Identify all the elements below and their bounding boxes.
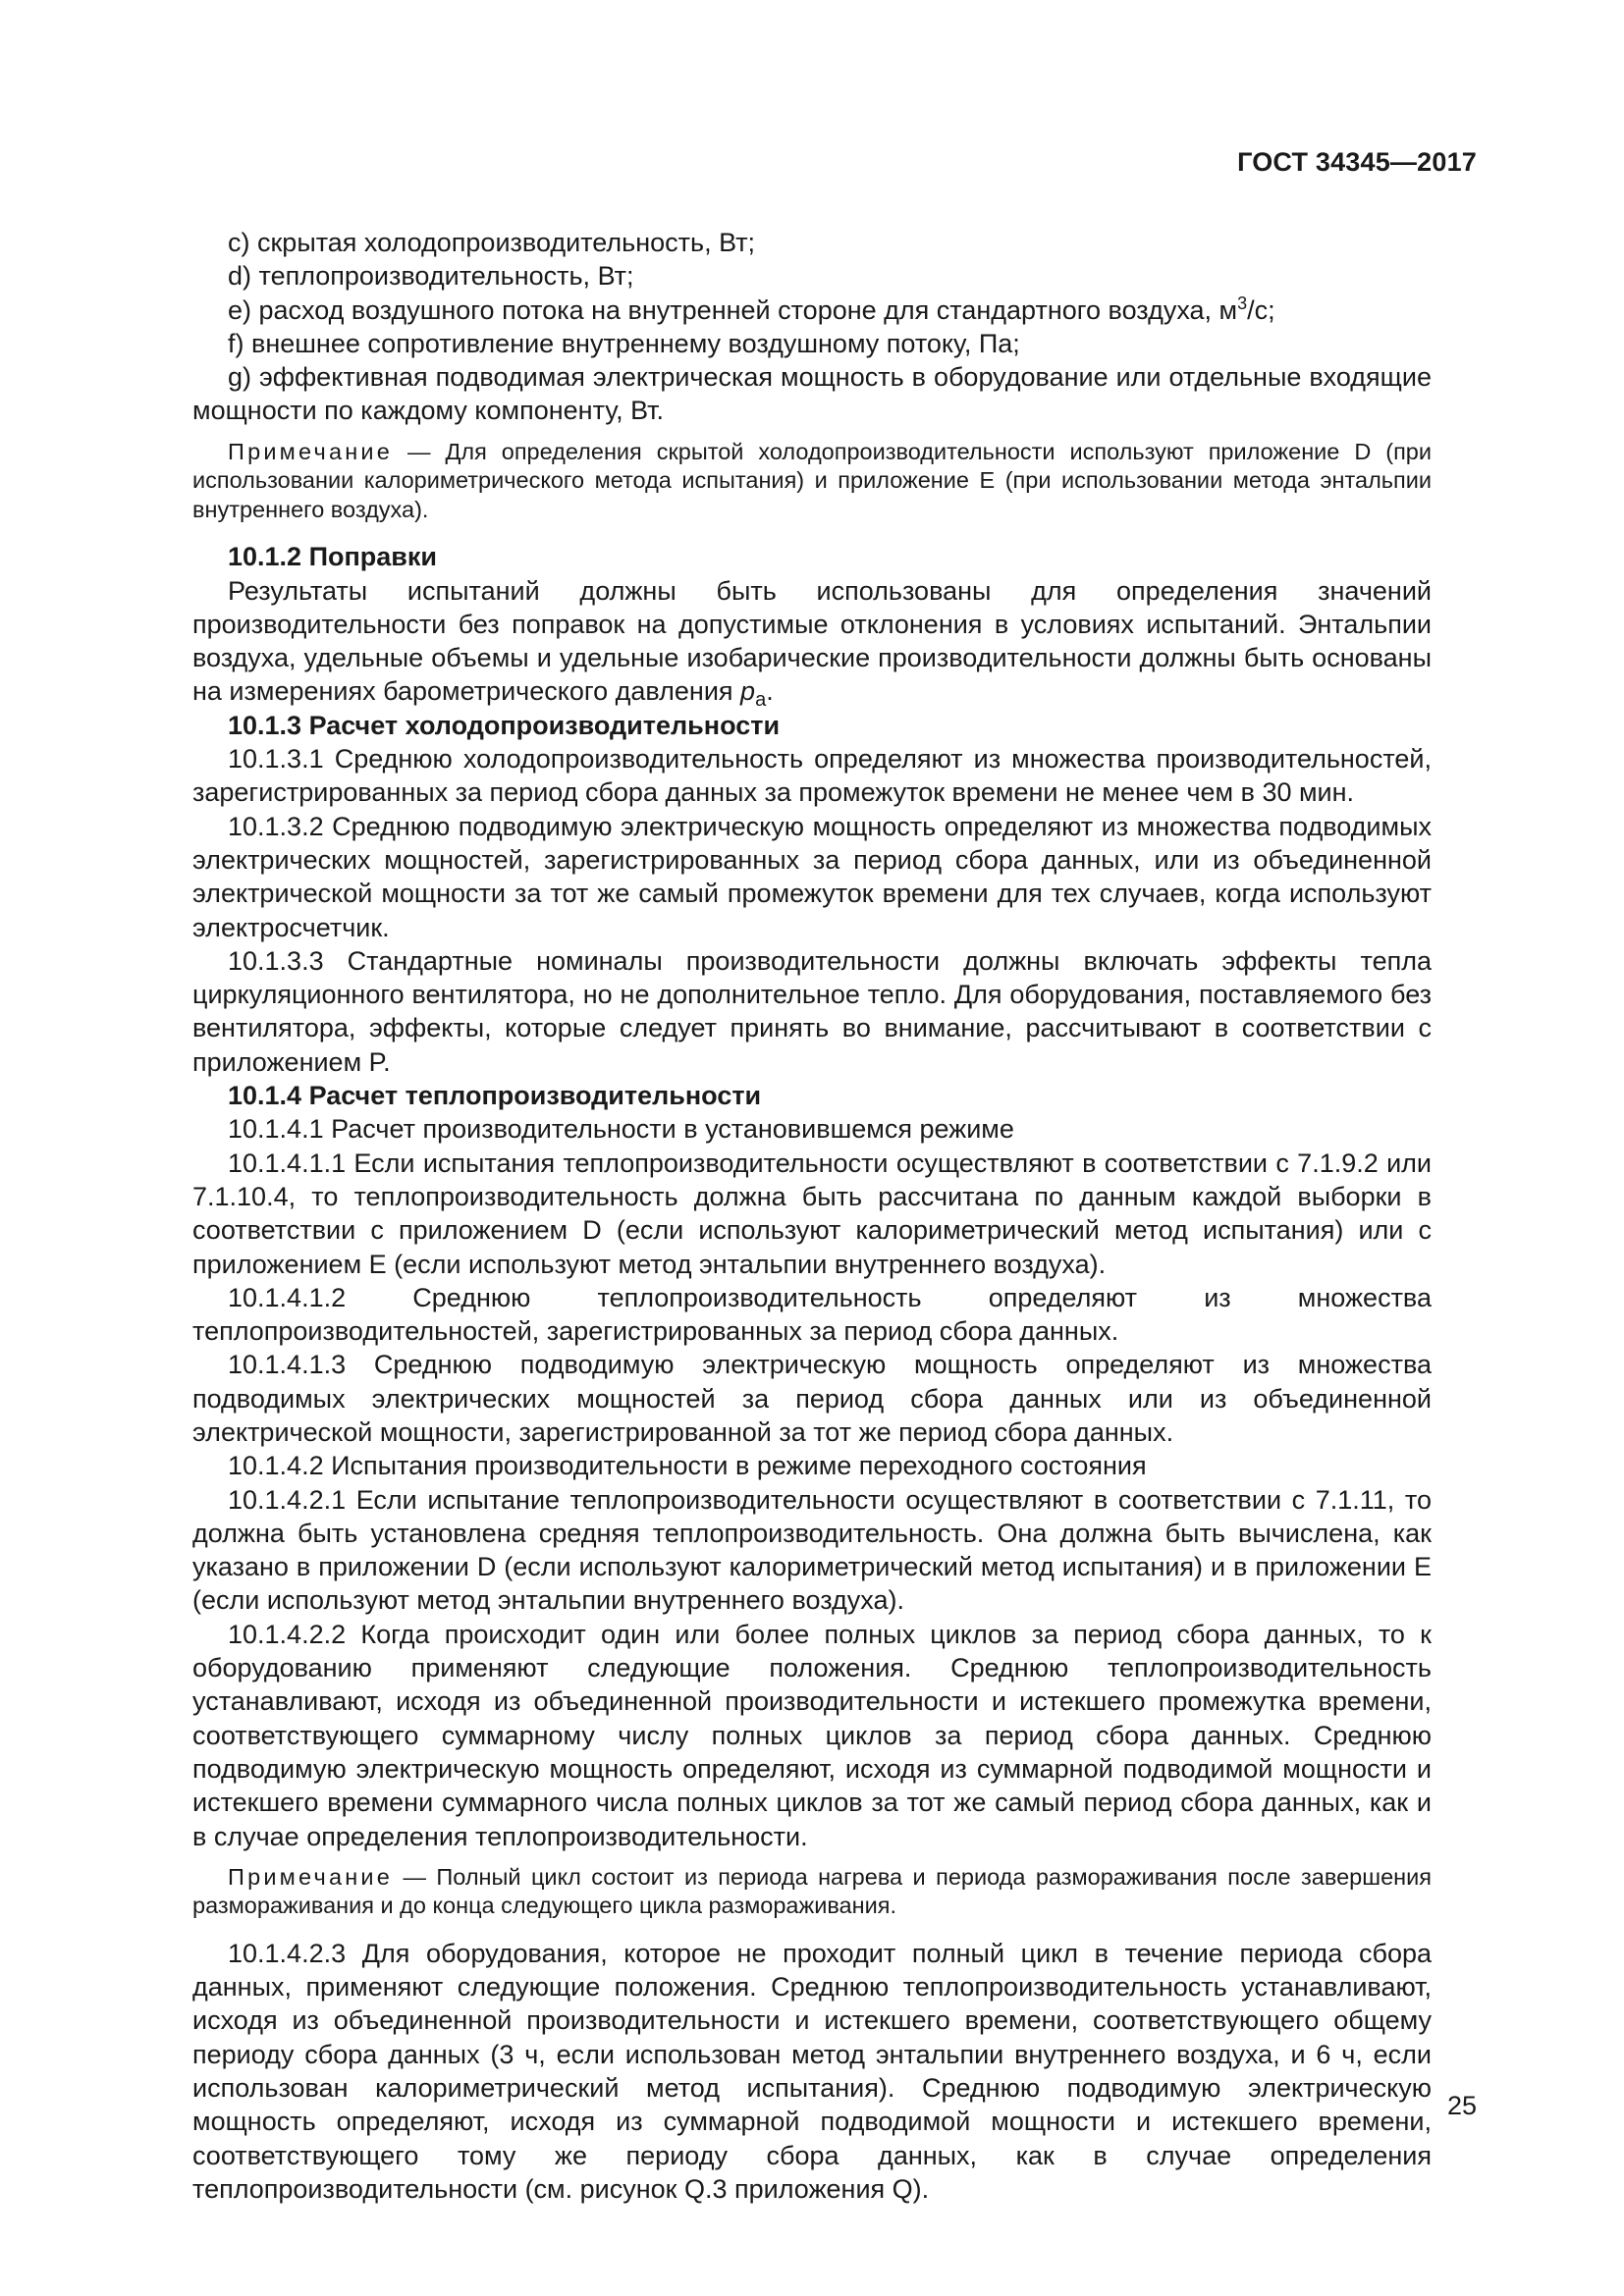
list-item-g: g) эффективная подводимая электрическая мощность в оборудование или отдельные входящие мощности по каждому компоненту, Вт. [192,362,1432,426]
document-body [192,226,1432,2206]
paragraph-10-1-4-1: 10.1.4.1 Расчет производительности в установившемся режиме [228,1114,1014,1145]
note-latent-capacity [192,438,1432,525]
note-label: Примечание [228,1863,394,1890]
list-item-f: f) внешнее сопротивление внутреннему воздушному потоку, Па; [228,328,1020,358]
paragraph-10-1-4-2: 10.1.4.2 Испытания производительности в режиме переходного состояния [228,1451,1147,1481]
note-full-cycle [192,1863,1432,1921]
paragraph-10-1-3-1: 10.1.3.1 Среднюю холодопроизводительность определяют из множества производительностей, зарегистрированных за период сбора данных за промежуток времени не менее чем в 30 мин. [192,744,1432,808]
paragraph-10-1-4-1-1: 10.1.4.1.1 Если испытания теплопроизводительности осуществляют в соответствии с 7.1.9.2 или 7.1.10.4, то теплопроизводительность должна быть рассчитана по данным каждой выборки в соответствии с приложением D (если используют калориметрический метод испытания) или с приложением E (если используют метод энтальпии внутреннего воздуха). [192,1148,1432,1279]
section-text-10-1-2-end: . [766,676,774,707]
list-item-c: c) скрытая холодопроизводительность, Вт; [228,228,756,257]
paragraph-10-1-3-2: 10.1.3.2 Среднюю подводимую электрическую мощность определяют из множества подводимых электрических мощностей, зарегистрированных за период сбора данных, или из объединенной электрической мощности за тот же самый промежуток времени для тех случаев, когда используют электросчетчик. [192,811,1432,942]
paragraph-10-1-4-1-3: 10.1.4.1.3 Среднюю подводимую электрическую мощность определяют из множества подводимых электрических мощностей за период сбора данных или из объединенной электрической мощности, зарегистрированной за тот же период сбора данных. [192,1350,1432,1447]
list-item-d: d) теплопроизводительность, Вт; [228,261,634,292]
paragraph-10-1-4-2-3: 10.1.4.2.3 Для оборудования, которое не проходит полный цикл в течение периода сбора данных, применяют следующие положения. Среднюю теплопроизводительность устанавливают, исходя из объединенной производительности и истекшего времени, соответствующего общему периоду сбора данных (3 ч, если использован метод энтальпии внутреннего воздуха, и 6 ч, если использован калориметрический метод испытания). Среднюю подводимую электрическую мощность определяют, исходя из суммарной подводимой мощности и истекшего времени, соответствующего тому же периоду сбора данных, как в случае определения теплопроизводительности (см. рисунок Q.3 приложения Q). [192,1938,1432,2204]
section-text-10-1-2-body: Результаты испытаний должны быть использованы для определения значений производительности без поправок на допустимые отклонения в условиях испытаний. Энтальпии воздуха, удельные объемы и удельные изобарические производительности должны быть основаны на измерениях барометрического давления [192,575,1432,707]
section-heading-10-1-3: 10.1.3 Расчет холодопроизводительности [228,710,781,740]
paragraph-10-1-3-3: 10.1.3.3 Стандартные номиналы производительности должны включать эффекты тепла циркуляционного вентилятора, но не дополнительное тепло. Для оборудования, поставляемого без вентилятора, эффекты, которые следует принять во внимание, рассчитывают в соответствии с приложением P. [192,945,1432,1077]
document-header: ГОСТ 34345—2017 [1237,147,1477,177]
note-text: — Для определения скрытой холодопроизводительности используют приложение D (при использовании калориметрического метода испытания) и приложение E (при использовании метода энтальпии внутреннего воздуха). [192,438,1432,522]
pressure-subscript: a [755,689,767,712]
paragraph-10-1-4-1-2: 10.1.4.1.2 Среднюю теплопроизводительность определяют из множества теплопроизводительностей, зарегистрированных за период сбора данных. [192,1282,1432,1347]
list-item-e [192,294,1432,327]
pressure-variable: p [740,676,756,707]
paragraph-10-1-4-2-1: 10.1.4.2.1 Если испытание теплопроизводительности осуществляют в соответствии с 7.1.11, то должна быть установлена средняя теплопроизводительность. Она должна быть вычислена, как указано в приложении D (если используют калориметрический метод испытания) и в приложении E (если используют метод энтальпии внутреннего воздуха). [192,1484,1432,1616]
section-heading-10-1-4: 10.1.4 Расчет теплопроизводительности [228,1081,762,1111]
section-heading-10-1-2: 10.1.2 Поправки [228,542,437,572]
list-item-e-unit: /с; [1247,294,1275,325]
list-item-e-superscript: 3 [1237,293,1248,313]
list-item-e-text: e) расход воздушного потока на внутренней стороне для стандартного воздуха, м [228,294,1238,325]
paragraph-10-1-4-2-2: 10.1.4.2.2 Когда происходит один или более полных циклов за период сбора данных, то к оборудованию применяют следующие положения. Среднюю теплопроизводительность устанавливают, исходя из объединенной производительности и истекшего промежутка времени, соответствующего суммарному числу полных циклов за период сбора данных. Среднюю подводимую электрическую мощность определяют, исходя из суммарной подводимой мощности и истекшего времени суммарного числа полных циклов за тот же самый период сбора данных, как и в случае определения теплопроизводительности. [192,1619,1432,1851]
note-text: — Полный цикл состоит из периода нагрева и периода размораживания после завершения размораживания и до конца следующего цикла размораживания. [192,1863,1432,1919]
note-label: Примечание [228,438,394,464]
page-number: 25 [1446,2091,1477,2120]
section-text-10-1-2 [192,574,1432,712]
